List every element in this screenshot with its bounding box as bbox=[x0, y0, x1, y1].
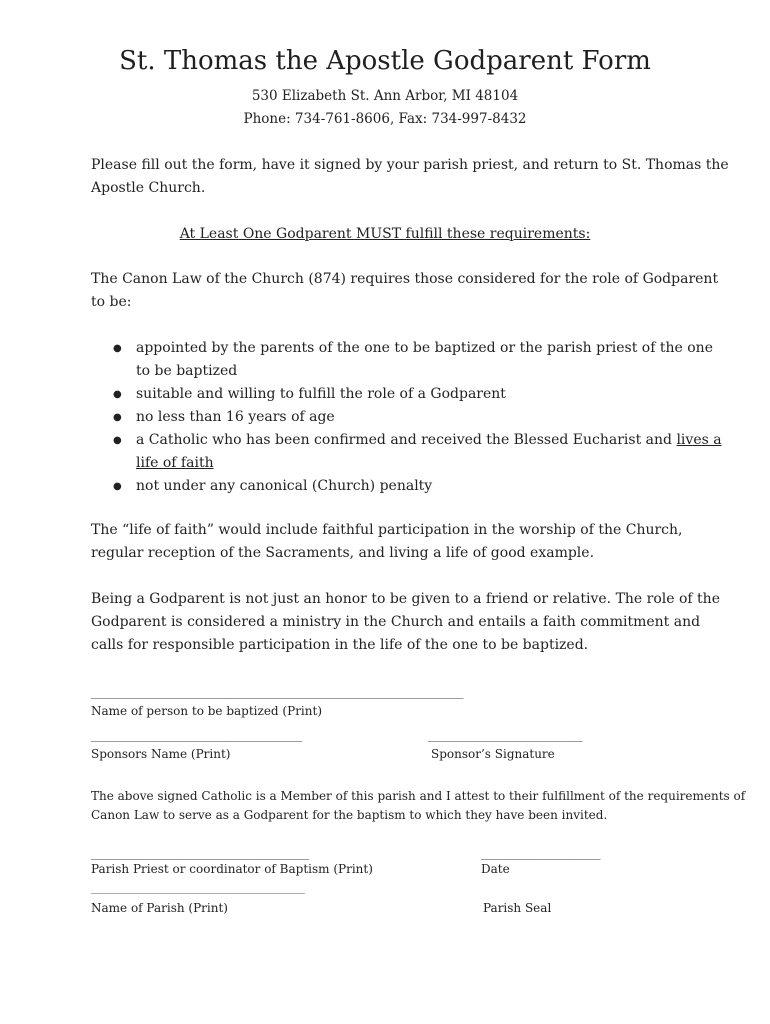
baptized-name-label: Name of person to be baptized (Print) bbox=[91, 704, 322, 718]
sponsor-name-field[interactable]: ______________________________ bbox=[91, 728, 302, 742]
date-field[interactable]: _________________ bbox=[481, 846, 601, 860]
intro-line-1: Please fill out the form, have it signed by your parish priest, and return to St. Thomas the bbox=[91, 157, 729, 173]
requirements-list bbox=[113, 337, 722, 498]
bullet-icon: ● bbox=[113, 435, 122, 446]
intro-paragraph bbox=[91, 154, 729, 200]
life-of-faith-paragraph: The “life of faith” would include faithful participation in the worship of the Church, regular reception of the Sacraments, and living a life of good example. bbox=[91, 522, 683, 561]
attestation-paragraph: The above signed Catholic is a Member of this parish and I attest to their fulfillment of the requirements of Canon Law to serve as a Godparent for the baptism to which they have been invited. bbox=[91, 789, 746, 822]
baptized-name-field[interactable]: _____________________________________________________ bbox=[91, 685, 464, 699]
canon-line-1: The Canon Law of the Church (874) requires those considered for the role of Godparent bbox=[91, 271, 719, 287]
lives-a-underlined: lives a bbox=[676, 432, 722, 448]
intro-line-2: Apostle Church. bbox=[91, 180, 206, 196]
page-title: St. Thomas the Apostle Godparent Form bbox=[119, 46, 651, 76]
sponsor-signature-field[interactable]: ______________________ bbox=[428, 728, 583, 742]
parish-seal-label: Parish Seal bbox=[483, 901, 552, 915]
priest-name-field[interactable]: _______________________________ bbox=[91, 846, 309, 860]
canon-law-paragraph bbox=[91, 268, 718, 314]
list-item: ● no less than 16 years of age bbox=[113, 406, 722, 429]
church-phone: Phone: 734-761-8606, Fax: 734-997-8432 bbox=[243, 111, 527, 127]
list-item: ● a Catholic who has been confirmed and received the Blessed Eucharist and lives a life of faith bbox=[113, 429, 722, 475]
church-address: 530 Elizabeth St. Ann Arbor, MI 48104 bbox=[251, 88, 519, 104]
list-item: ● appointed by the parents of the one to be baptized or the parish priest of the one to be baptized bbox=[113, 337, 722, 383]
bullet-icon: ● bbox=[113, 481, 122, 492]
requirements-heading: At Least One Godparent MUST fulfill these requirements: bbox=[179, 226, 591, 242]
life-of-faith-underlined: life of faith bbox=[136, 455, 214, 471]
sponsor-signature-label: Sponsor’s Signature bbox=[431, 747, 555, 761]
date-label: Date bbox=[481, 862, 510, 876]
bullet-icon: ● bbox=[113, 343, 122, 354]
priest-name-label: Parish Priest or coordinator of Baptism (Print) bbox=[91, 862, 373, 876]
bullet-icon: ● bbox=[113, 412, 122, 423]
bullet-icon: ● bbox=[113, 389, 122, 400]
parish-name-field[interactable]: ______________________________________ bbox=[91, 883, 305, 894]
list-item: ● not under any canonical (Church) penalty bbox=[113, 475, 722, 498]
canon-line-2: to be: bbox=[91, 294, 132, 310]
ministry-paragraph: Being a Godparent is not just an honor to be given to a friend or relative. The role of the Godparent is considered a ministry in the Church and entails a faith commitment and calls for responsible participation in the life of the one to be baptized. bbox=[91, 591, 720, 653]
sponsor-name-label: Sponsors Name (Print) bbox=[91, 747, 231, 761]
list-item: ● suitable and willing to fulfill the role of a Godparent bbox=[113, 383, 722, 406]
parish-name-label: Name of Parish (Print) bbox=[91, 901, 228, 915]
